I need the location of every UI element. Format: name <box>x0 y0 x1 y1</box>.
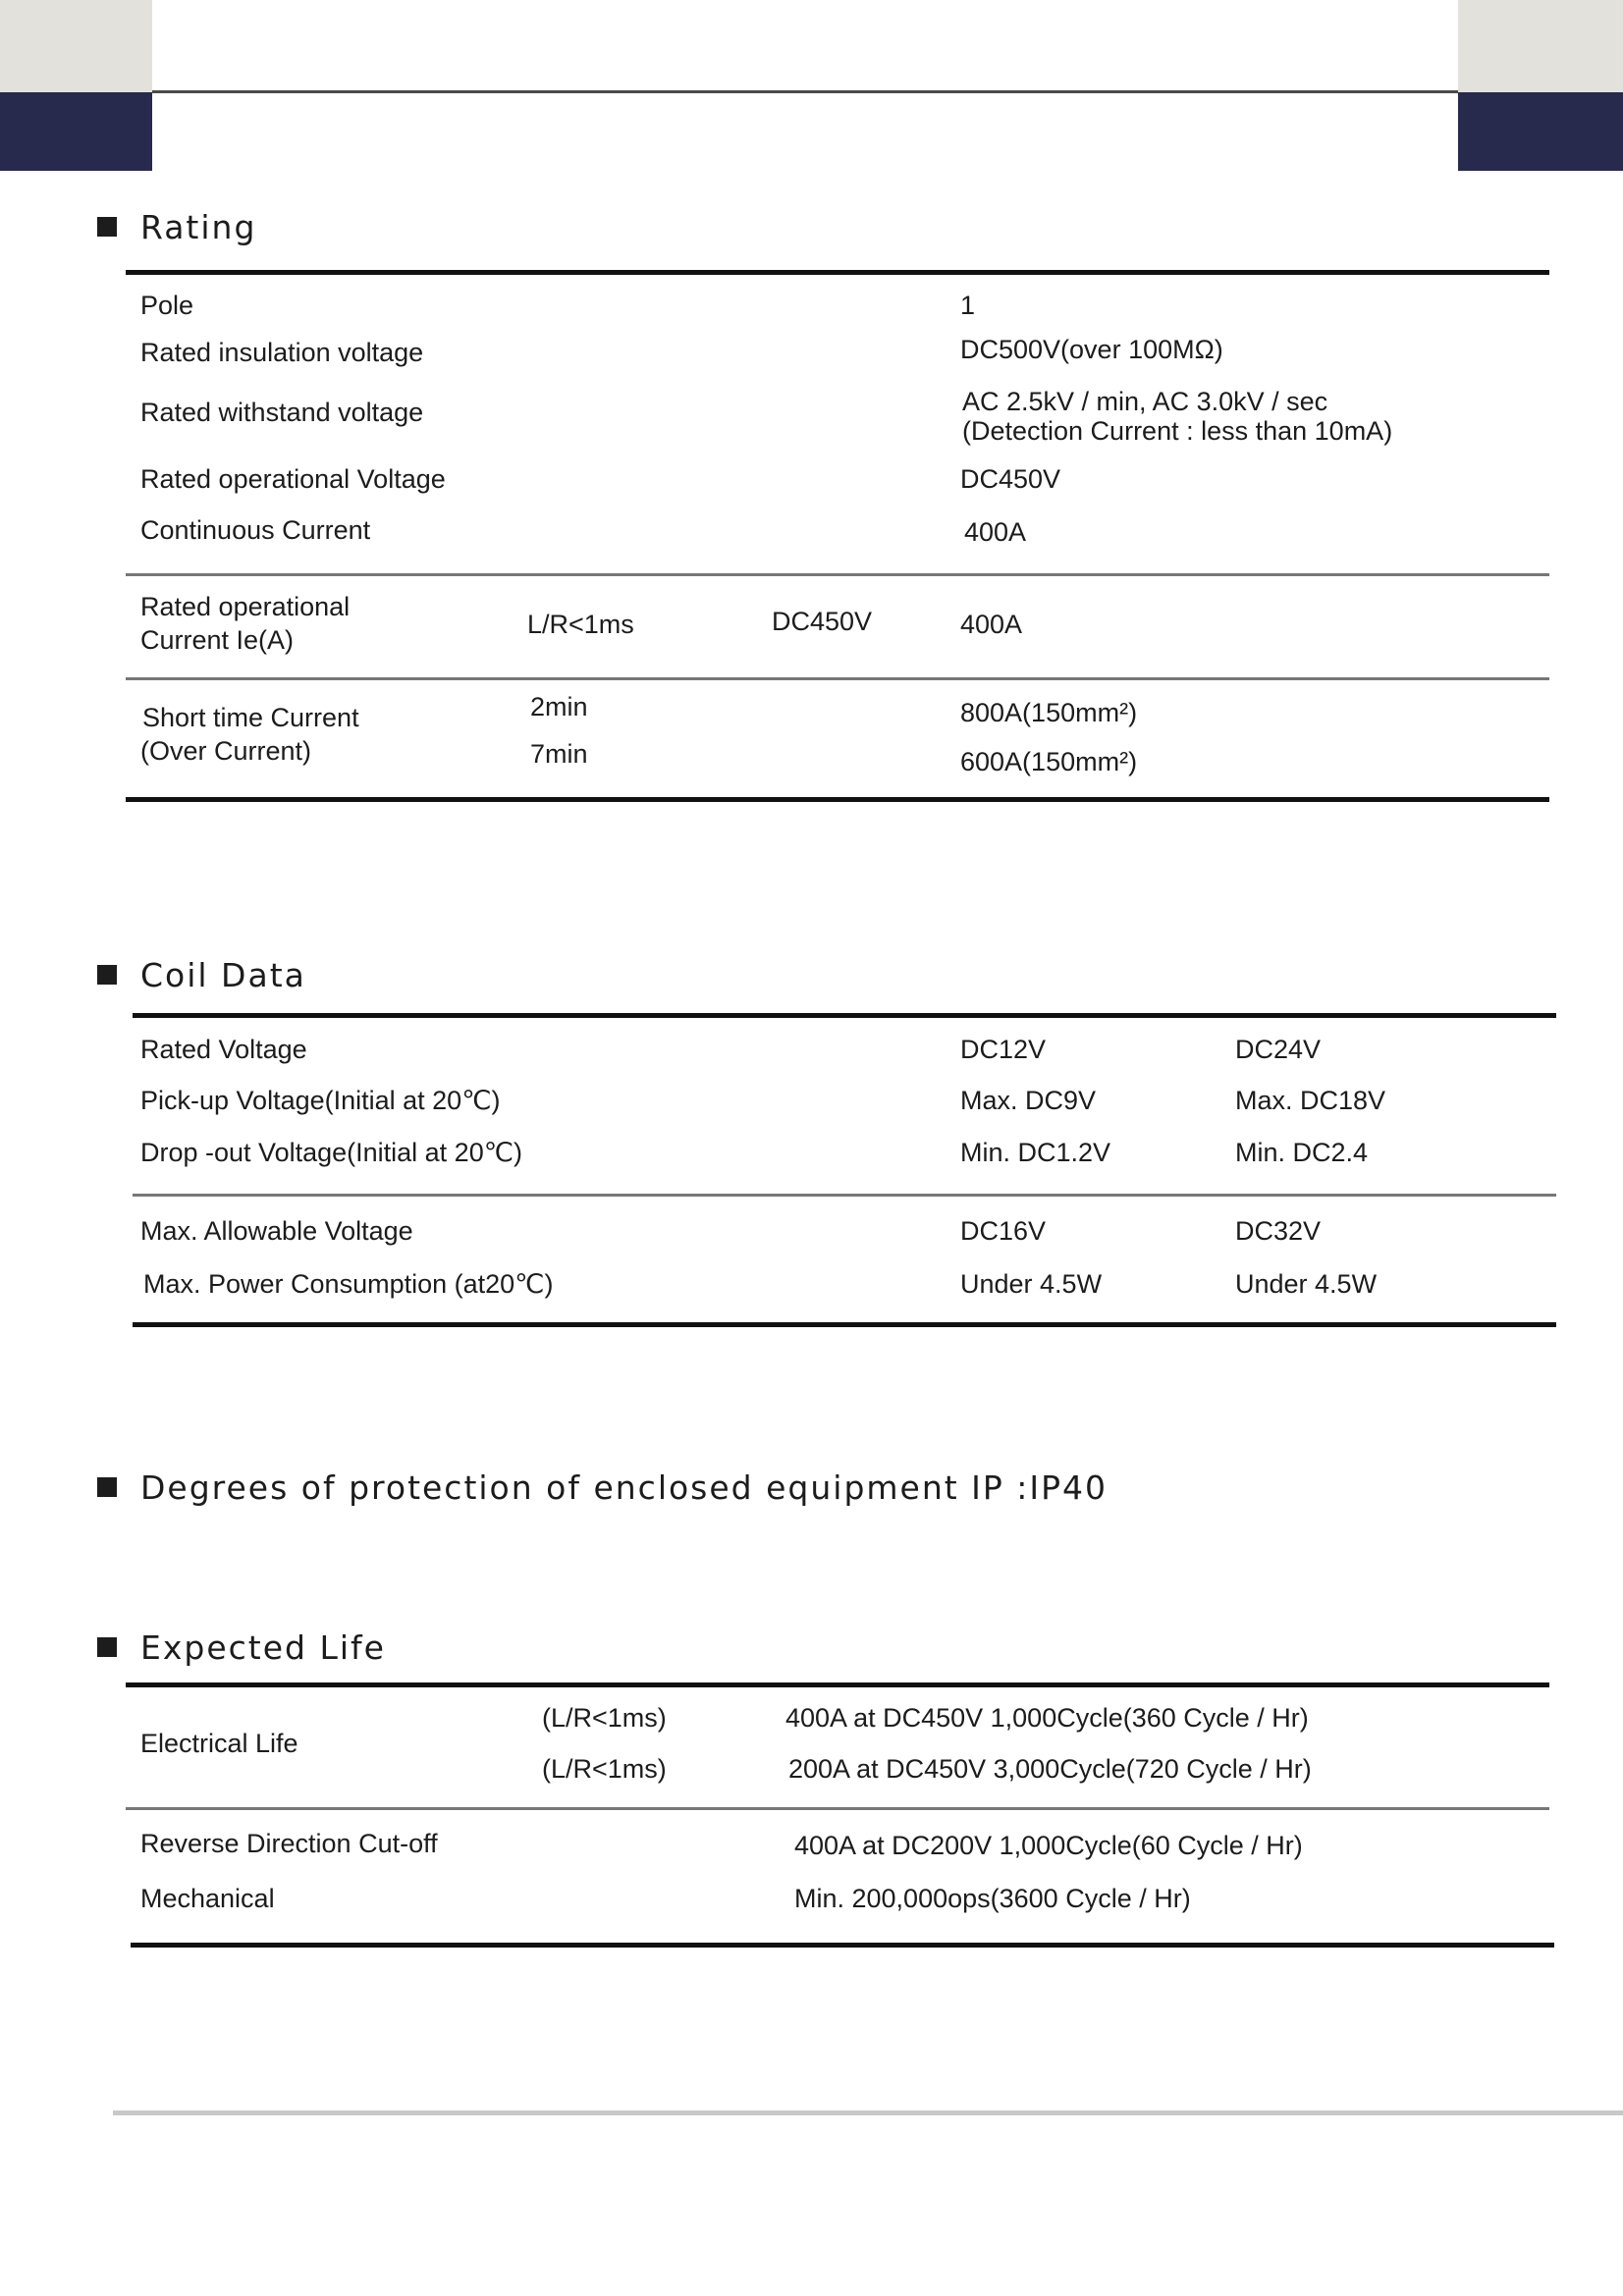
short-time-value: 600A(150mm²) <box>960 747 1138 776</box>
section-bullet-icon <box>97 1477 117 1497</box>
short-time-duration: 7min <box>530 739 588 769</box>
header-corner-left-light <box>0 0 152 92</box>
section-bullet-icon <box>97 965 117 985</box>
rating-value-note: (Detection Current : less than 10mA) <box>962 416 1393 446</box>
rating-label: Rated withstand voltage <box>140 398 424 427</box>
table-bottom-rule <box>131 1943 1554 1948</box>
table-bottom-rule <box>133 1322 1556 1327</box>
table-top-rule <box>126 1682 1549 1687</box>
short-time-value: 800A(150mm²) <box>960 698 1138 727</box>
rating-label: Continuous Current <box>140 515 371 545</box>
section-bullet-icon <box>97 1637 117 1657</box>
coil-label: Drop -out Voltage(Initial at 20℃) <box>140 1138 523 1167</box>
coil-value-24v: Max. DC18V <box>1235 1086 1386 1115</box>
coil-value-24v: DC24V <box>1235 1035 1322 1064</box>
op-current-condition: L/R<1ms <box>527 610 634 639</box>
table-top-rule <box>133 1013 1556 1018</box>
electrical-life-value: 400A at DC450V 1,000Cycle(360 Cycle / Hr) <box>785 1703 1309 1733</box>
rating-value: DC450V <box>960 464 1061 494</box>
coil-value-24v: DC32V <box>1235 1216 1322 1246</box>
rating-value: 400A <box>964 517 1027 547</box>
table-divider <box>126 1807 1549 1810</box>
section-title-life: Expected Life <box>140 1629 386 1667</box>
coil-value-12v: Max. DC9V <box>960 1086 1097 1115</box>
op-current-value: 400A <box>960 610 1023 639</box>
footer-rule <box>113 2110 1623 2115</box>
coil-label: Max. Allowable Voltage <box>140 1216 413 1246</box>
short-time-label-line2: (Over Current) <box>140 736 312 766</box>
rating-label: Rated operational Voltage <box>140 464 446 494</box>
header-corner-right-light <box>1458 0 1623 92</box>
short-time-duration: 2min <box>530 692 588 721</box>
section-bullet-icon <box>97 217 117 237</box>
mechanical-label: Mechanical <box>140 1884 275 1913</box>
rating-value: 1 <box>960 291 976 320</box>
coil-value-24v: Min. DC2.4 <box>1235 1138 1369 1167</box>
table-divider <box>126 573 1549 576</box>
table-top-rule <box>126 270 1549 275</box>
op-current-label: Rated operational <box>140 592 351 621</box>
rating-label: Pole <box>140 291 194 320</box>
coil-label: Max. Power Consumption (at20℃) <box>143 1269 554 1299</box>
table-divider <box>126 677 1549 680</box>
coil-label: Rated Voltage <box>140 1035 307 1064</box>
table-bottom-rule <box>126 797 1549 802</box>
reverse-cutoff-label: Reverse Direction Cut-off <box>140 1829 438 1858</box>
coil-value-12v: Min. DC1.2V <box>960 1138 1111 1167</box>
rating-value: AC 2.5kV / min, AC 3.0kV / sec <box>962 387 1328 416</box>
op-current-label-line2: Current Ie(A) <box>140 625 295 655</box>
table-divider <box>133 1194 1556 1197</box>
rating-label: Rated insulation voltage <box>140 338 424 367</box>
coil-value-12v: Under 4.5W <box>960 1269 1103 1299</box>
electrical-life-value: 200A at DC450V 3,000Cycle(720 Cycle / Hr) <box>788 1754 1312 1784</box>
header-corner-right-dark <box>1458 92 1623 171</box>
rating-value: DC500V(over 100MΩ) <box>960 335 1223 364</box>
op-current-voltage: DC450V <box>772 607 873 636</box>
mechanical-value: Min. 200,000ops(3600 Cycle / Hr) <box>794 1884 1191 1913</box>
electrical-life-condition: (L/R<1ms) <box>542 1754 667 1784</box>
short-time-label: Short time Current <box>142 703 359 732</box>
header-rule <box>152 90 1458 93</box>
section-title-coil: Coil Data <box>140 956 306 994</box>
coil-value-24v: Under 4.5W <box>1235 1269 1378 1299</box>
electrical-life-condition: (L/R<1ms) <box>542 1703 667 1733</box>
section-title-rating: Rating <box>140 208 257 246</box>
header-corner-left-dark <box>0 92 152 171</box>
section-title-protection: Degrees of protection of enclosed equipment IP :IP40 <box>140 1468 1109 1507</box>
coil-value-12v: DC12V <box>960 1035 1047 1064</box>
electrical-life-label: Electrical Life <box>140 1729 298 1758</box>
reverse-cutoff-value: 400A at DC200V 1,000Cycle(60 Cycle / Hr) <box>794 1831 1303 1860</box>
coil-value-12v: DC16V <box>960 1216 1047 1246</box>
coil-label: Pick-up Voltage(Initial at 20℃) <box>140 1086 501 1115</box>
